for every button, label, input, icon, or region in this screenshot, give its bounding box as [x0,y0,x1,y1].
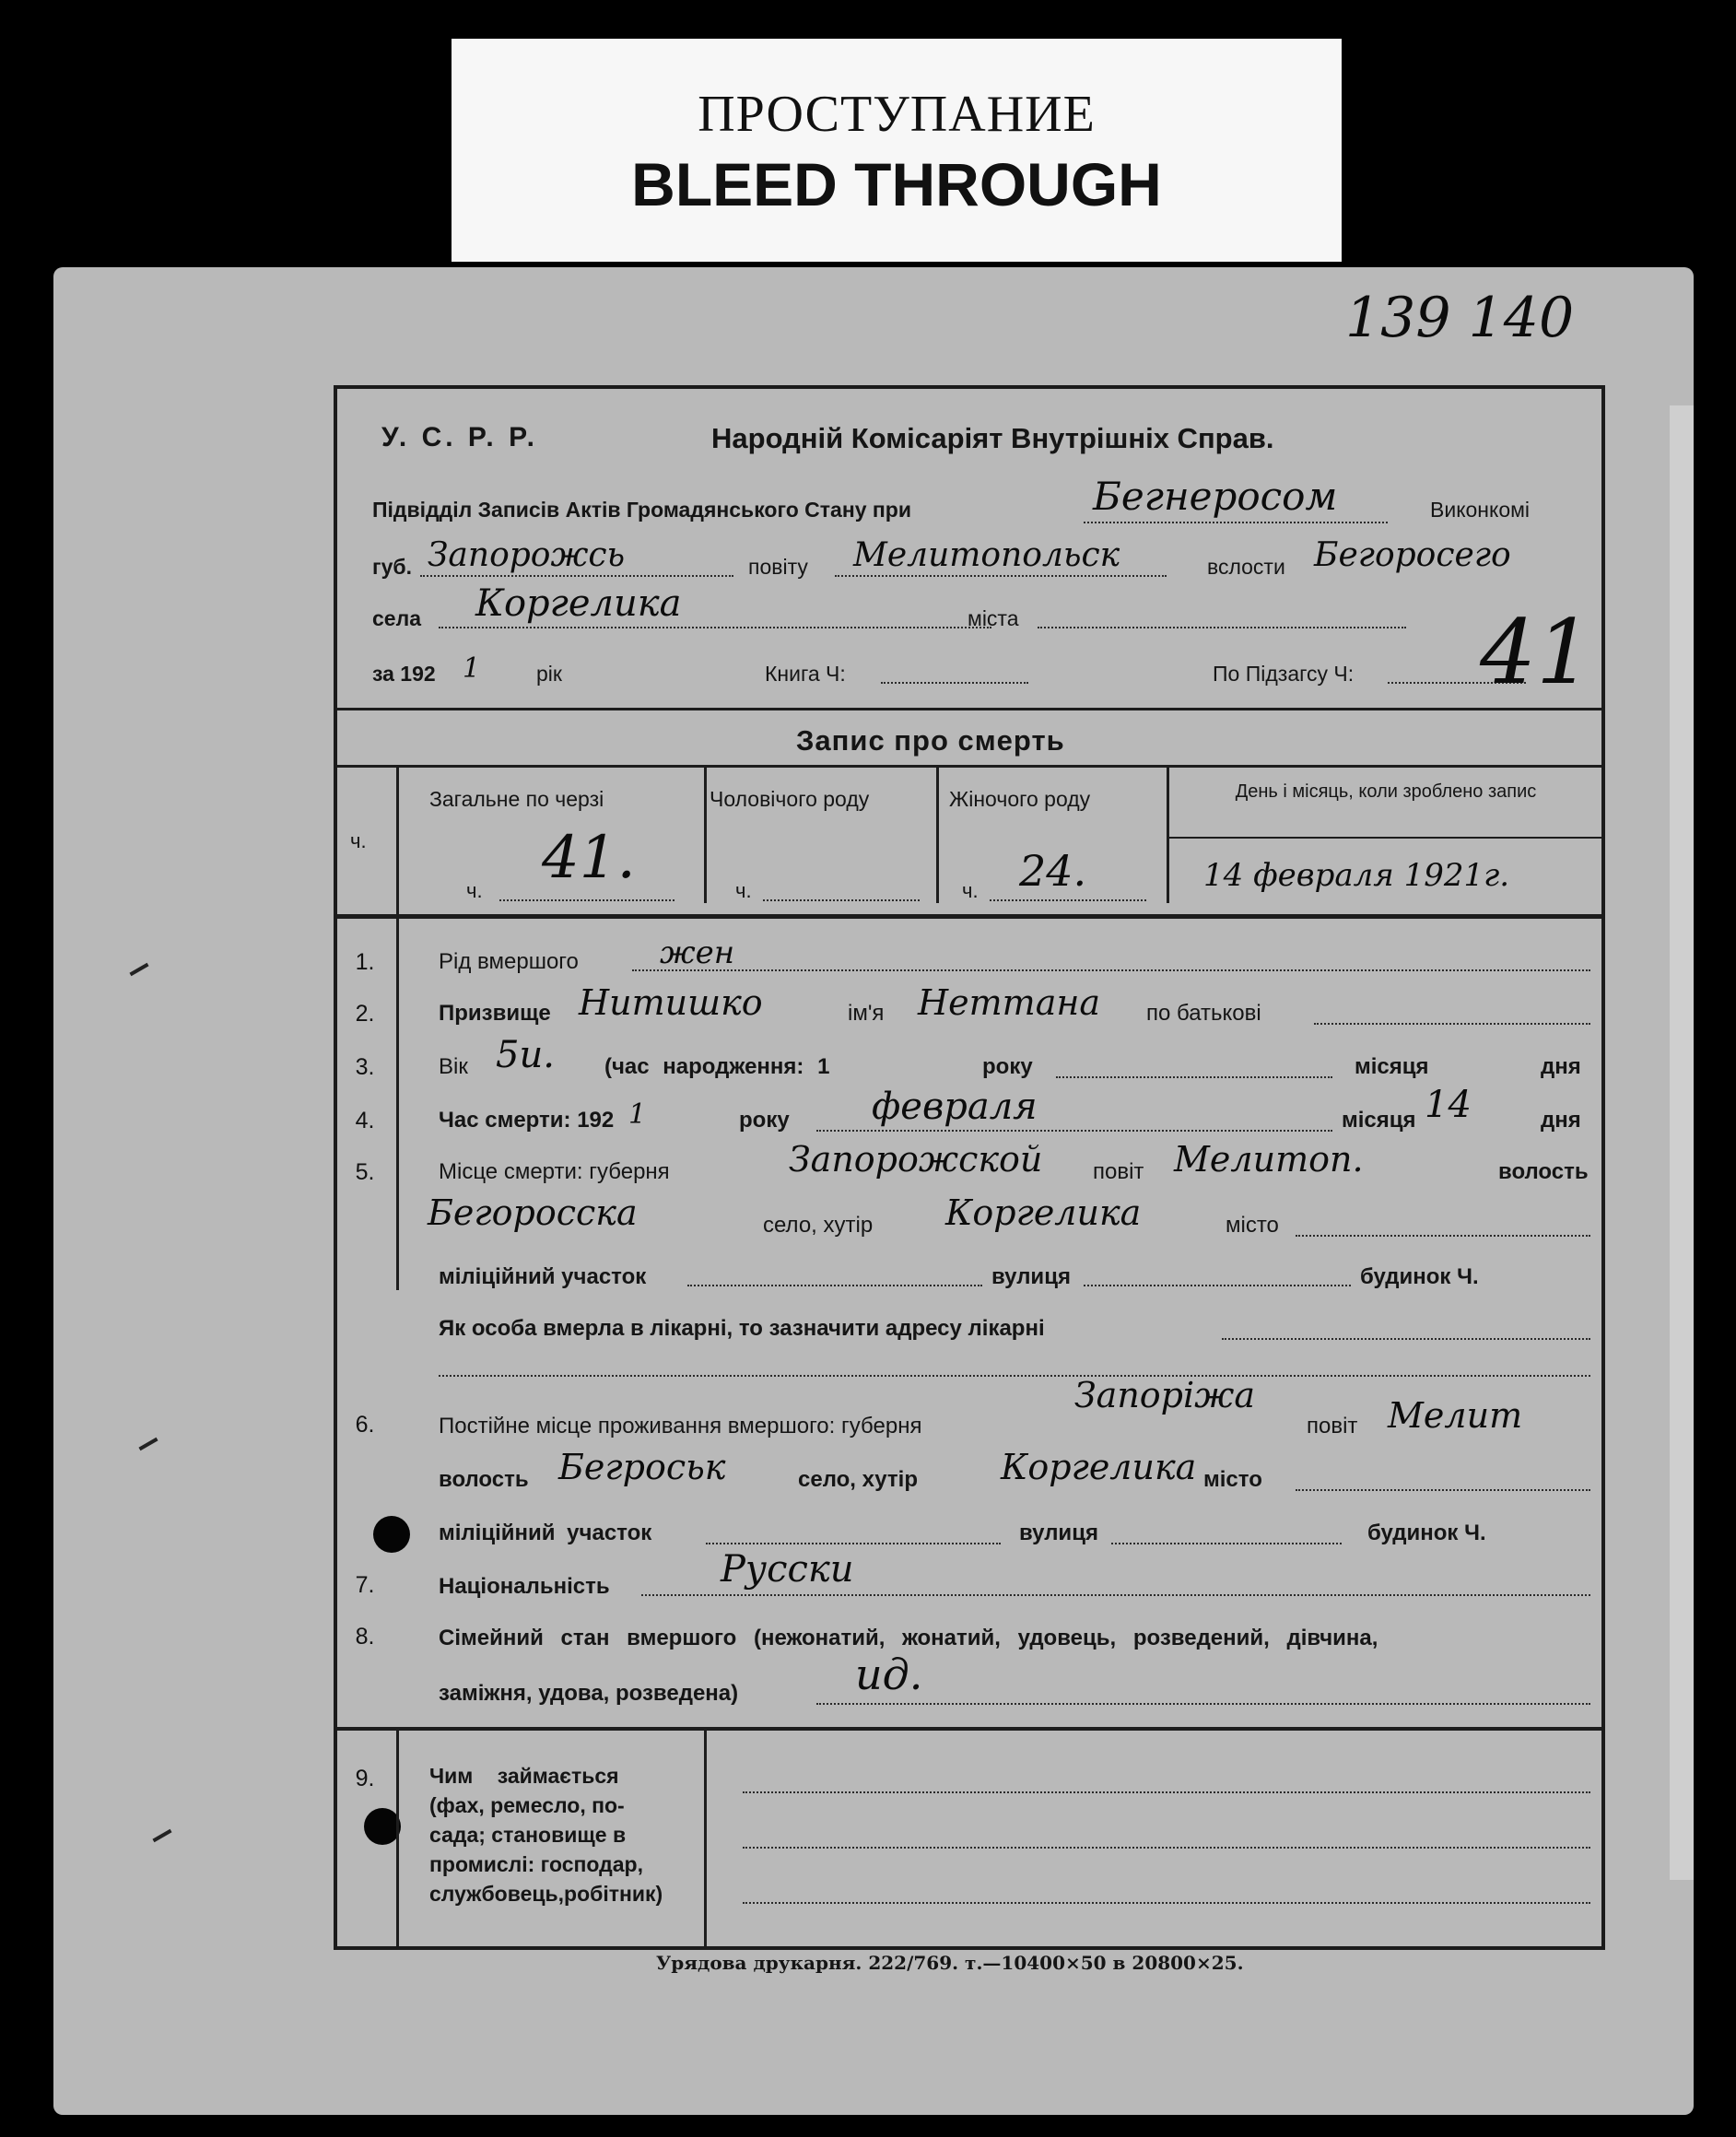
dnya2-label: дня [1541,1108,1581,1133]
milic6-label: міліційний участок [439,1521,652,1545]
volost5-value: Бегоросска [428,1192,638,1233]
row-number-2: 2. [355,1001,375,1027]
simejnyj2-label: заміжня, удова, розведена) [439,1681,739,1706]
selo5-value: Коргелика [945,1192,1142,1233]
counts-ch: ч. [350,829,367,852]
podzagsu-label: По Підзагсу Ч: [1213,662,1355,686]
simejnyj-label: Сімейний стан вмершого (нежонатий, жонатий, удовець, розведений, дівчина, [439,1626,1378,1650]
roku-label: року [982,1054,1033,1079]
vik-label: Вік [439,1054,468,1079]
povit5-value: Мелитоп. [1174,1139,1364,1180]
budynok6-label: будинок Ч. [1367,1521,1486,1545]
col-male-header: Чоловічого роду [710,787,870,811]
row-number-6: 6. [355,1412,375,1438]
subdept-value: Бегнеросом [1093,474,1338,519]
gub-label: губ. [372,555,412,579]
commissariat: Народній Комісаріят Внутрішніх Справ. [711,422,1274,454]
ch-3: ч. [962,879,979,902]
form-title: Запис про смерть [796,724,1065,757]
vik-value: 5и. [496,1034,555,1076]
misto5-label: місто [1226,1213,1279,1238]
gub-value: Запорожсь [428,536,626,574]
selo6-value: Коргелика [1001,1447,1197,1487]
col-female-value: 24. [1019,846,1087,896]
misyaca2-label: місяця [1342,1108,1416,1133]
death-record-form [334,385,1605,1950]
row-number-8: 8. [355,1624,375,1650]
year-label: за 192 [372,662,436,686]
selo5-label: село, хутір [763,1213,874,1238]
year-value: 1 [463,652,481,685]
col-total-value: 41. [542,824,636,892]
povit6-value: Мелит [1388,1395,1523,1436]
misto6-label: місто [1203,1467,1262,1492]
nac-label: Національність [439,1574,610,1599]
kniga-label: Книга Ч: [765,662,846,686]
col-female-header: Жіночого роду [949,787,1091,811]
budynok5-label: будинок Ч. [1360,1264,1479,1289]
rid-value: жен [660,934,735,971]
chas-sm-label: Час смерти: 192 [439,1108,615,1133]
chym-line3: сада; становище в [429,1823,627,1847]
povit5-label: повіт [1093,1159,1144,1184]
row-number-5: 5. [355,1159,375,1185]
povit-value: Мелитопольск [853,536,1120,574]
milic5-label: міліційний участок [439,1264,647,1289]
subdept-label: Підвідділ Записів Актів Громадянського Стану при [372,498,911,522]
rik-label: рік [536,662,562,686]
prizv-label: Призвище [439,1001,551,1026]
col-date-value: 14 февраля 1921г. [1203,857,1510,894]
prizv-value: Нитишко [579,982,763,1023]
misce-label: Місце смерти: губерня [439,1159,670,1184]
roku2-label: року [739,1108,790,1133]
label-russian: ПРОСТУПАНИЕ [698,86,1096,143]
misyaca-label: місяця [1355,1054,1429,1079]
chym-line2: (фах, ремесло, по- [429,1793,625,1817]
chas-nar-label: (час народження: 1 [604,1054,830,1079]
selo-value: Коргелика [475,582,682,625]
row-number-9: 9. [355,1766,375,1791]
dnya-label: дня [1541,1054,1581,1079]
chym-line5: службовець,робітник) [429,1882,663,1906]
imya-value: Неттана [918,982,1101,1023]
chas-sm-year: 1 [628,1098,647,1131]
archive-number: 139 140 [1345,286,1575,350]
selo6-label: село, хутір [798,1467,918,1492]
next-page-edge [1670,405,1694,1880]
row-number-4: 4. [355,1108,375,1133]
republic: У. С. Р. Р. [381,422,538,452]
bleed-through-label [452,39,1342,262]
ch-2: ч. [735,879,752,902]
volost-label: вслости [1207,555,1285,579]
volost6-label: волость [439,1467,529,1492]
selo-label: села [372,606,421,630]
nac-value: Русски [721,1548,854,1591]
povit-label: повіту [748,555,808,579]
subdept-suffix: Виконкомі [1430,498,1531,522]
vulica6-label: вулиця [1019,1521,1098,1545]
postijne-label: Постійне місце проживання вмершого: губерня [439,1414,922,1438]
row-number-7: 7. [355,1572,375,1598]
likarnya-label: Як особа вмерла в лікарні, то зазначити адресу лікарні [439,1316,1045,1341]
col-date-header: День і місяць, коли зроблено запис [1235,781,1537,802]
volost6-value: Бегроськ [558,1447,726,1487]
col-total-header: Загальне по черзі [429,787,604,811]
volost5-label: волость [1498,1159,1589,1184]
imya-label: ім'я [848,1001,885,1026]
chym-line1: Чим займається [429,1764,619,1788]
podzagsu-value: 41 [1480,601,1593,704]
vulica5-label: вулиця [991,1264,1071,1289]
mista-label: міста [968,606,1019,630]
day-value: 14 [1425,1084,1472,1126]
volost-value: Бегоросего [1314,536,1511,574]
label-english: BLEED THROUGH [631,150,1162,218]
printer-footer: Урядова друкарня. 222/769. т.—10400×50 в 20800×25. [656,1952,1244,1974]
month-value: февраля [872,1086,1038,1128]
batk-label: по батькові [1146,1001,1261,1026]
simejnyj-value: ид. [855,1650,923,1699]
postijne-gub-value: Запоріжа [1074,1375,1256,1415]
povit6-label: повіт [1307,1414,1358,1438]
misce-gub-value: Запорожской [789,1139,1043,1180]
row-number-3: 3. [355,1054,375,1080]
rid-label: Рід вмершого [439,949,579,974]
row-number-1: 1. [355,949,375,975]
ch-1: ч. [466,879,483,902]
chym-line4: промислі: господар, [429,1852,643,1876]
